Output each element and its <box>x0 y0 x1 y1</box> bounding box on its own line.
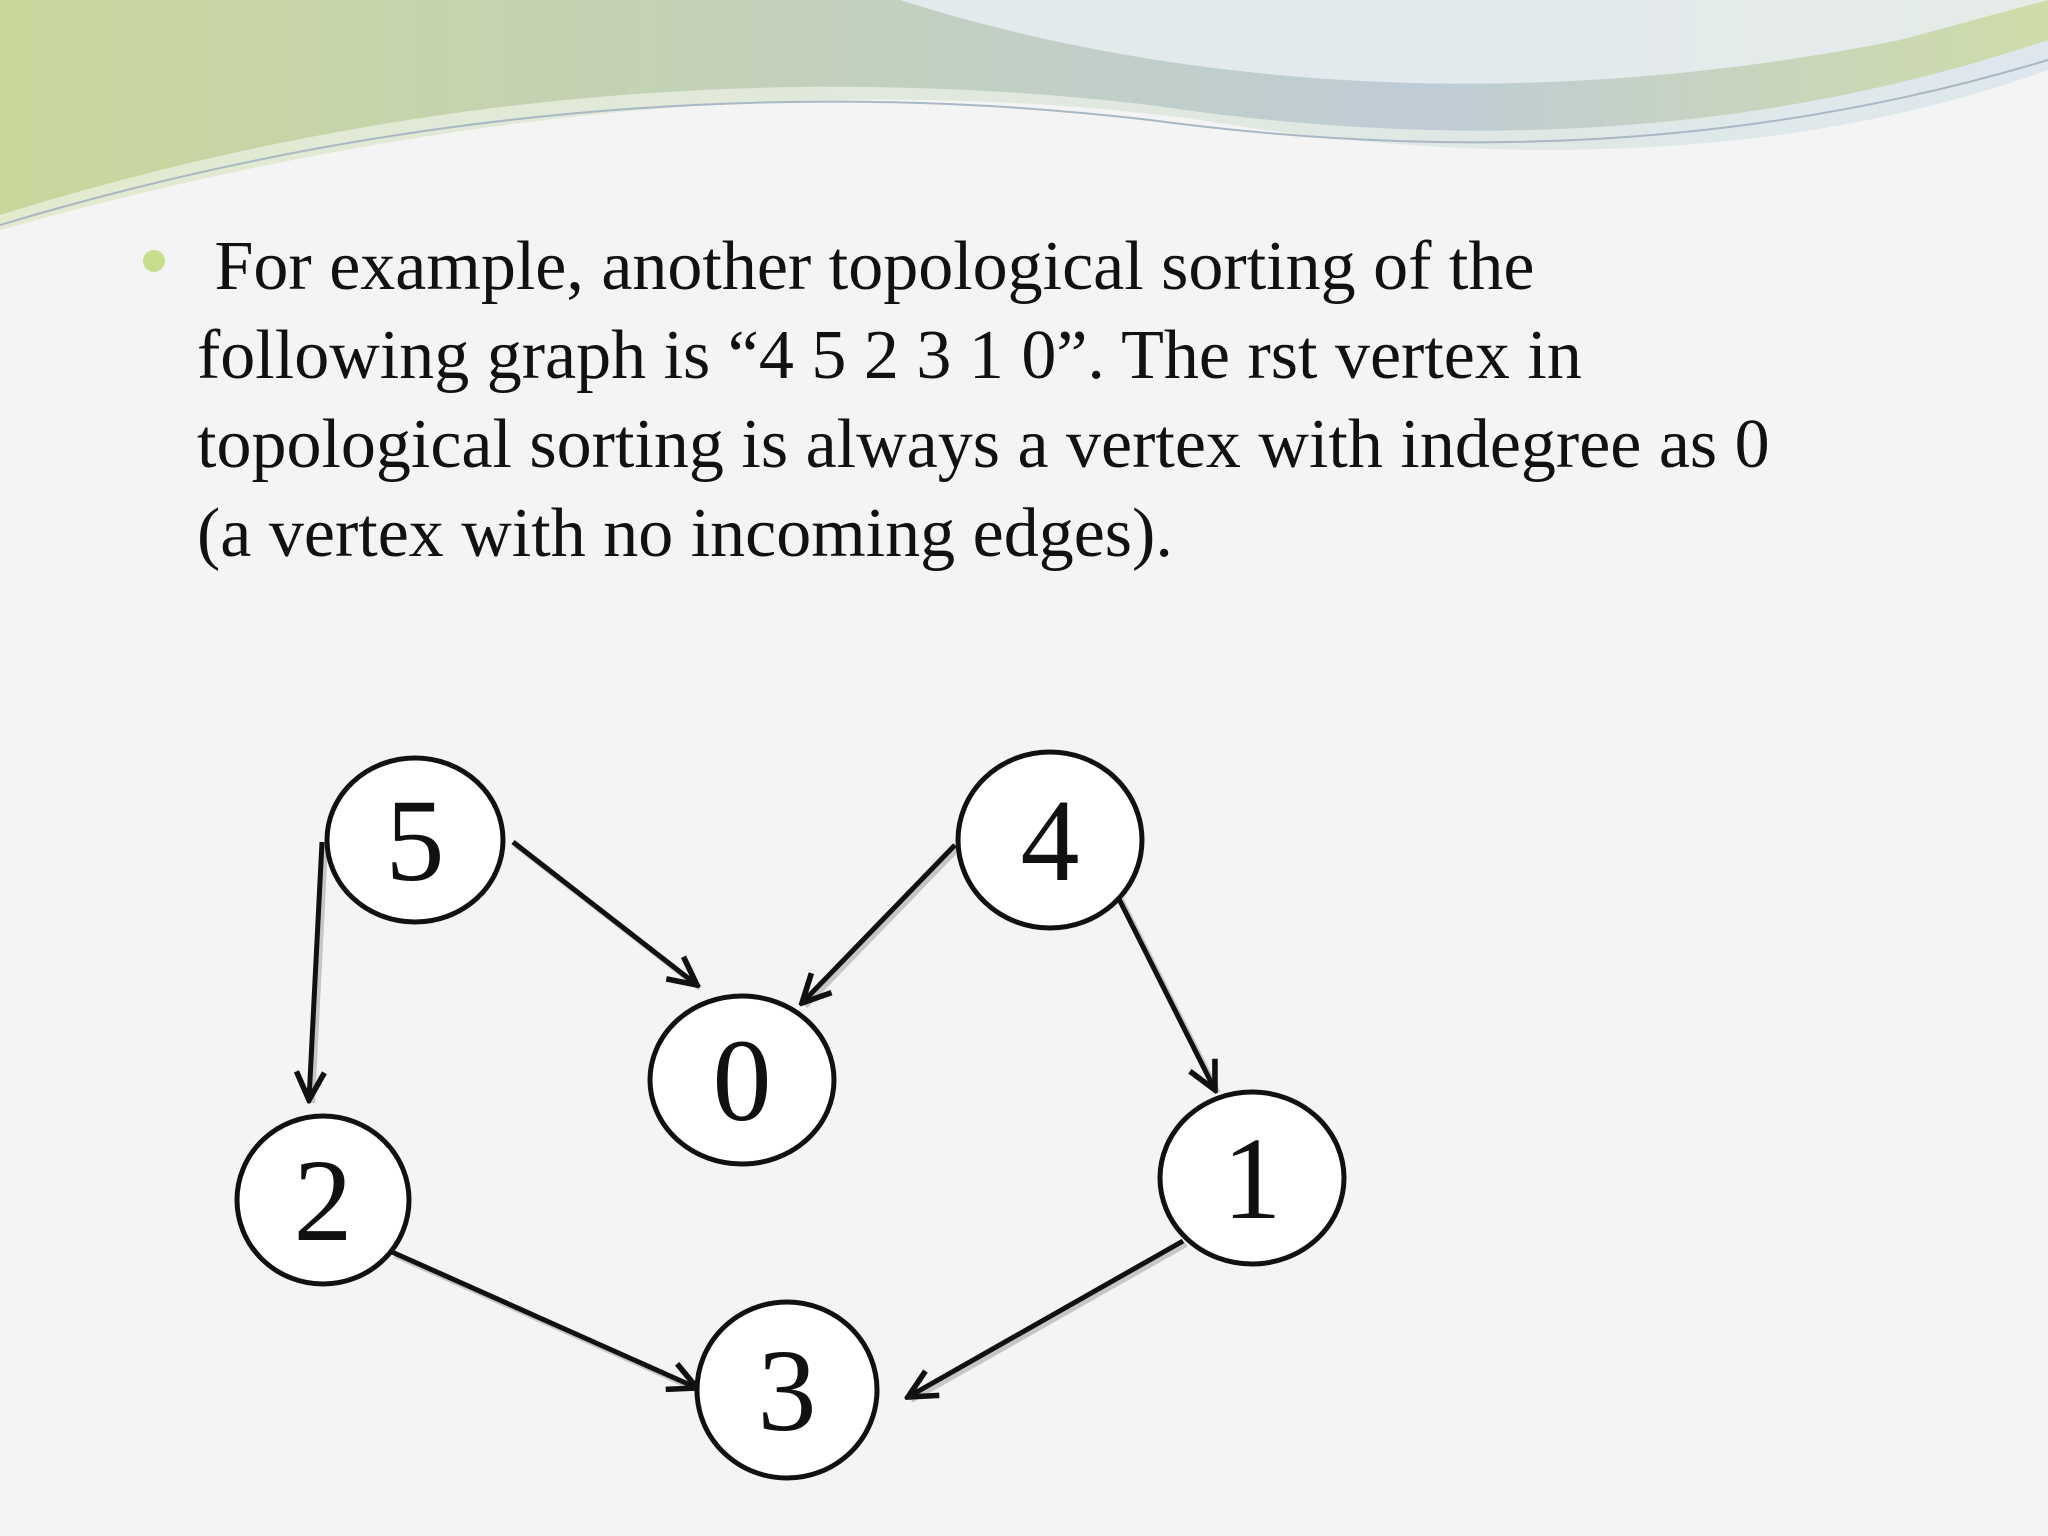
edge-arrow-1-to-3 <box>908 1241 1183 1397</box>
bullet-line: following graph is “4 5 2 3 1 0”. The rst vertex in <box>197 317 1582 394</box>
bullet-line: For example, another topological sorting of the <box>197 228 1535 305</box>
graph-node-3 <box>697 1302 877 1478</box>
graph-node-5 <box>327 758 503 922</box>
graph-node-1 <box>1160 1092 1344 1264</box>
edge-shadow <box>911 1244 1186 1400</box>
edge-arrow-5-to-0 <box>513 842 697 985</box>
graph-node-4 <box>958 752 1142 928</box>
edge-arrow-4-to-1 <box>1118 897 1215 1090</box>
edge-arrow-2-to-3 <box>392 1252 697 1388</box>
bullet-line: topological sorting is always a vertex with indegree as 0 <box>197 406 1770 483</box>
node-label: 3 <box>757 1325 817 1456</box>
node-label: 2 <box>293 1135 353 1266</box>
node-label: 4 <box>1020 775 1080 906</box>
bullet-line: (a vertex with no incoming edges). <box>197 495 1173 572</box>
graph-node-2 <box>237 1116 409 1284</box>
node-label: 5 <box>385 775 445 906</box>
edge-shadow <box>805 848 958 1006</box>
node-label: 0 <box>712 1015 772 1146</box>
edge-arrow-4-to-0 <box>802 845 955 1003</box>
graph-node-0 <box>650 996 834 1164</box>
node-label: 1 <box>1222 1113 1282 1244</box>
